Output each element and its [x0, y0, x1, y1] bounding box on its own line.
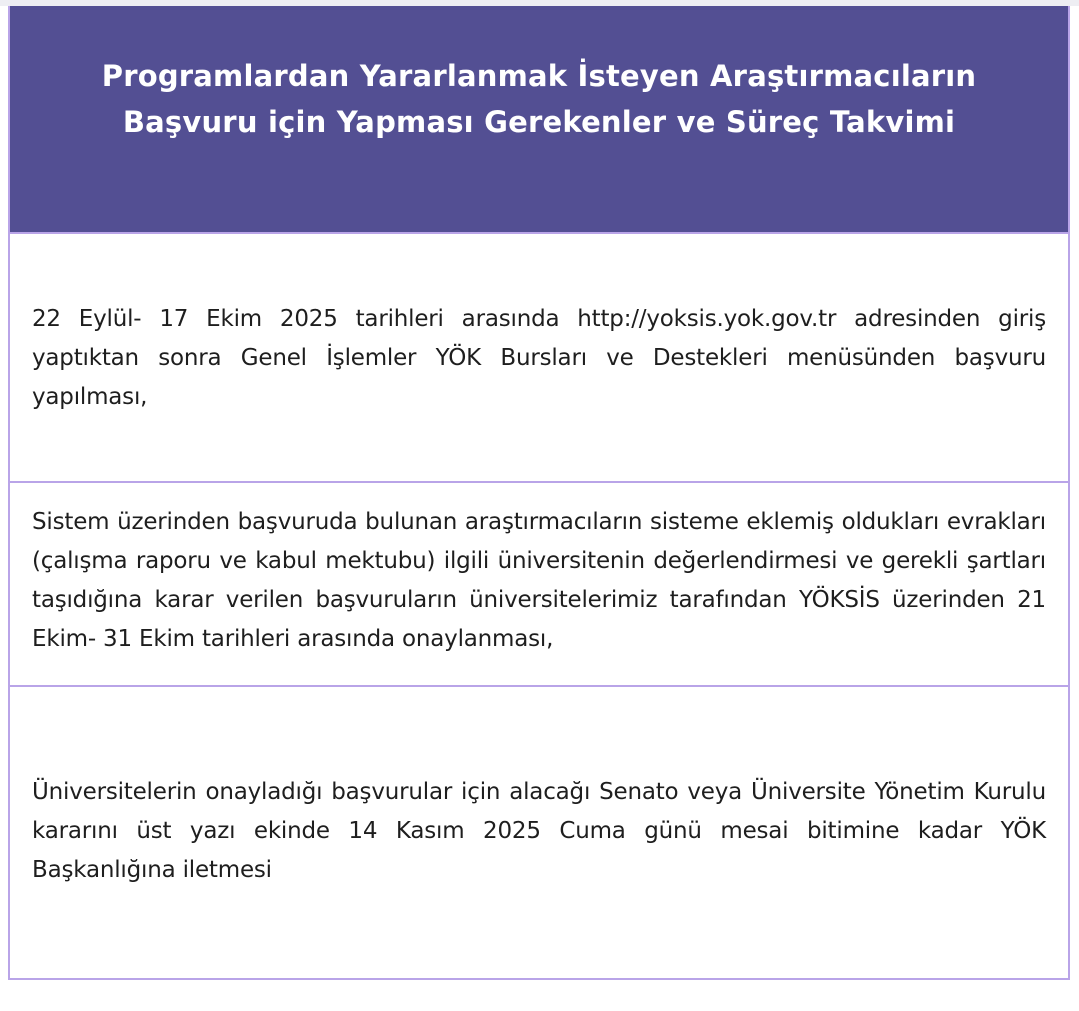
- table-row-approval: [10, 483, 1068, 687]
- table-row-submission: [10, 687, 1068, 978]
- table-row-application: [10, 234, 1068, 483]
- row-text-approval: Sistem üzerinden başvuruda bulunan araştırmacıların sisteme eklemiş oldukları evrakları (çalışma raporu ve kabul mektubu) ilgili üniversitenin değerlendirmesi ve gerekli şartları taşıdığına karar verilen başvuruların üniversitelerimiz tarafından YÖKSİS üzerinden 21 Ekim- 31 Ekim tarihleri arasında onaylanması,: [32, 509, 1046, 652]
- row-text-submission: Üniversitelerin onayladığı başvurular için alacağı Senato veya Üniversite Yönetim Kurulu kararını üst yazı ekinde 14 Kasım 2025 Cuma günü mesai bitimine kadar YÖK Başkanlığına iletmesi: [32, 779, 1046, 883]
- header-title-line-2: Başvuru için Yapması Gerekenler ve Süreç Takvimi: [122, 105, 956, 139]
- process-table: [8, 6, 1070, 980]
- row-text-application: 22 Eylül- 17 Ekim 2025 tarihleri arasında http://yoksis.yok.gov.tr adresinden giriş yaptıktan sonra Genel İşlemler YÖK Bursları ve Destekleri menüsünden başvuru yapılması,: [32, 306, 1046, 410]
- header-title-line-1: Programlardan Yararlanmak İsteyen Araştırmacıların: [101, 59, 977, 93]
- table-header: [10, 6, 1068, 234]
